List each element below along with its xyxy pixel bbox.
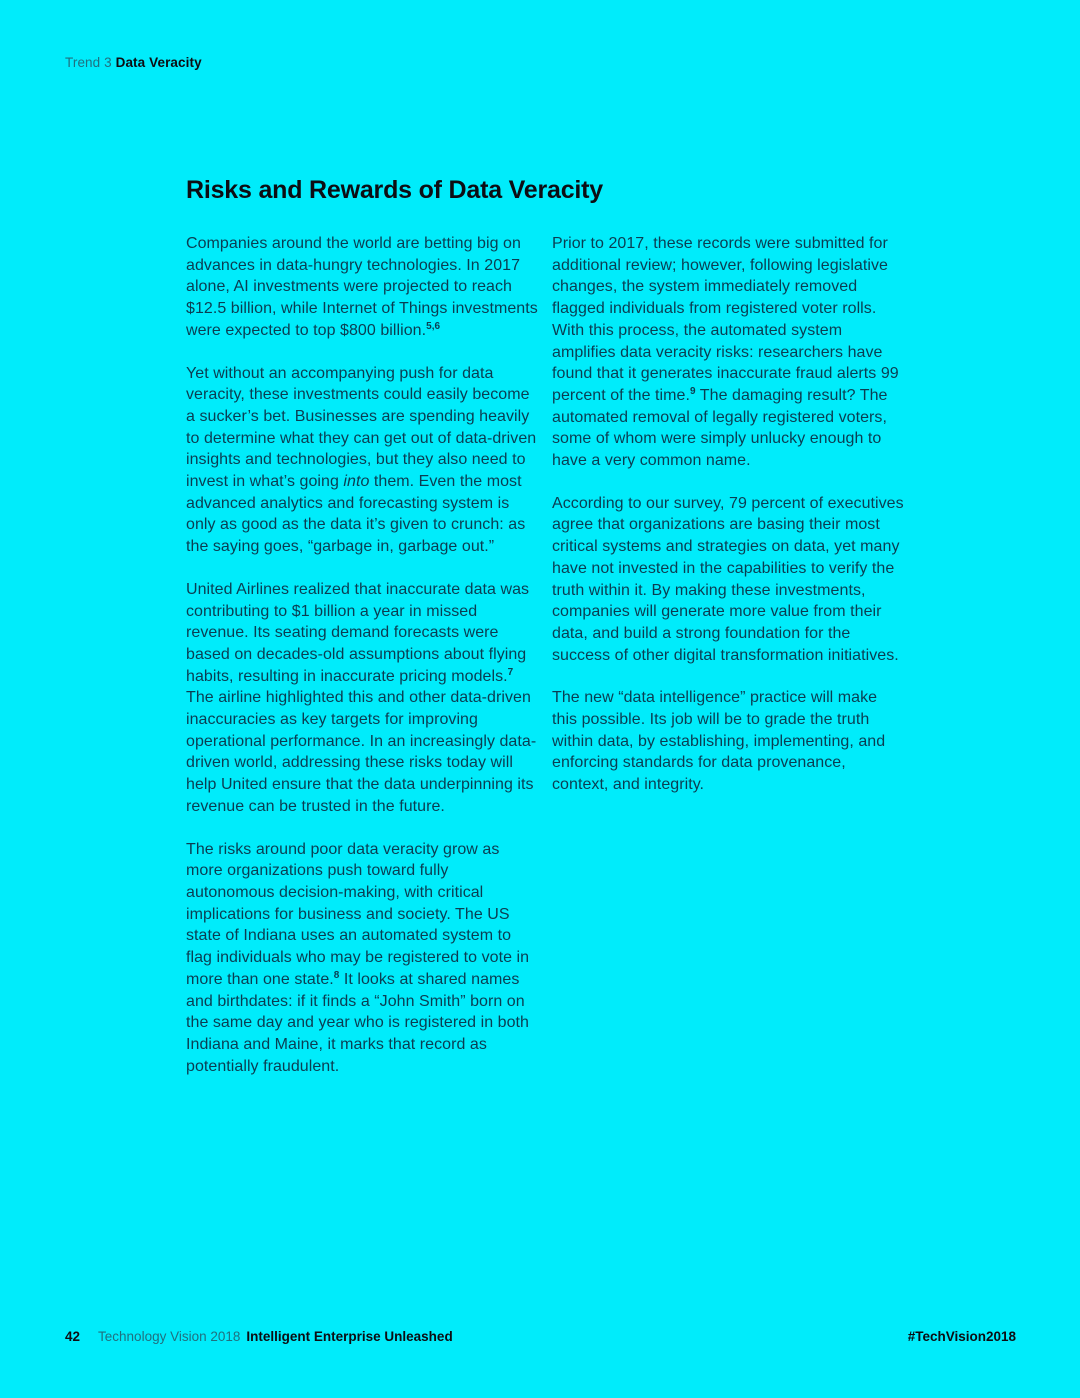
page-header <box>65 54 202 72</box>
page-number: 42 <box>65 1329 81 1344</box>
report-title: Intelligent Enterprise Unleashed <box>246 1329 453 1344</box>
paragraph-survey-79-percent: According to our survey, 79 percent of executives agree that organizations are basing their most critical systems and strategies on data, yet many have not invested in the capabilities to verify the truth within it. By making these investments, companies will generate more value from their data, and build a strong foundation for the success of other digital transformation initiatives. <box>552 494 904 664</box>
paragraph-prior-2017: Prior to 2017, these records were submitted for additional review; however, following legislative changes, the system immediately removed flagged individuals from registered voter rolls. With this process, the automated system amplifies data veracity risks: researchers have found that it generates inaccurate fraud alerts 99 percent of the time.$^9$ The damaging result? The automated removal of legally registered voters, some of whom were simply unlucky enough to have a very common name. <box>552 235 899 470</box>
paragraph-companies-betting: Companies around the world are betting big on advances in data-hungry technologies. In 2017 alone, AI investments were projected to reach $12.5 billion, while Internet of Things investments were expected to top $800 billion.$^{5,6}$ <box>186 235 538 339</box>
trend-label: Trend 3 <box>65 55 112 70</box>
article-columns <box>186 233 906 1098</box>
right-column <box>552 233 904 1098</box>
paragraph-push-for-veracity: Yet without an accompanying push for data veracity, these investments could easily become a sucker’s bet. Businesses are spending heavily to determine what they can get out of data-driven insights and technologies, but they also need to invest in what’s going into them. Even the most advanced analytics and forecasting system is only as good as the data it’s given to crunch: as the saying goes, “garbage in, garbage out.” <box>186 364 537 556</box>
left-column <box>186 233 538 1098</box>
paragraph-united-airlines: United Airlines realized that inaccurate data was contributing to $1 billion a year in missed revenue. Its seating demand forecasts were based on decades-old assumptions about flying habits, resulting in inaccurate pricing models.$^7$ The airline highlighted this and other data-driven inaccuracies as key targets for improving operational performance. In an increasingly data-driven world, addressing these risks today will help United ensure that the data underpinning its revenue can be trusted in the future. <box>186 580 537 815</box>
trend-name: Data Veracity <box>115 55 202 70</box>
article-title: Risks and Rewards of Data Veracity <box>186 176 603 204</box>
article <box>186 176 906 1098</box>
publication-name: Technology Vision 2018 <box>98 1329 241 1344</box>
paragraph-data-intelligence: The new “data intelligence” practice will make this possible. Its job will be to grade the truth within data, by establishing, implementing, and enforcing standards for data provenance, context, and integrity. <box>552 689 886 794</box>
paragraph-indiana-system: The risks around poor data veracity grow as more organizations push toward fully autonomous decision-making, with critical implications for business and society. The US state of Indiana uses an automated system to flag individuals who may be registered to vote in more than one state.$^8$ It looks at shared names and birthdates: if it finds a “John Smith” born on the same day and year who is registered in both Indiana and Maine, it marks that record as potentially fraudulent. <box>186 840 530 1075</box>
hashtag: #TechVision2018 <box>907 1329 1016 1344</box>
footer-left <box>65 1328 453 1346</box>
page-footer <box>65 1328 1016 1346</box>
